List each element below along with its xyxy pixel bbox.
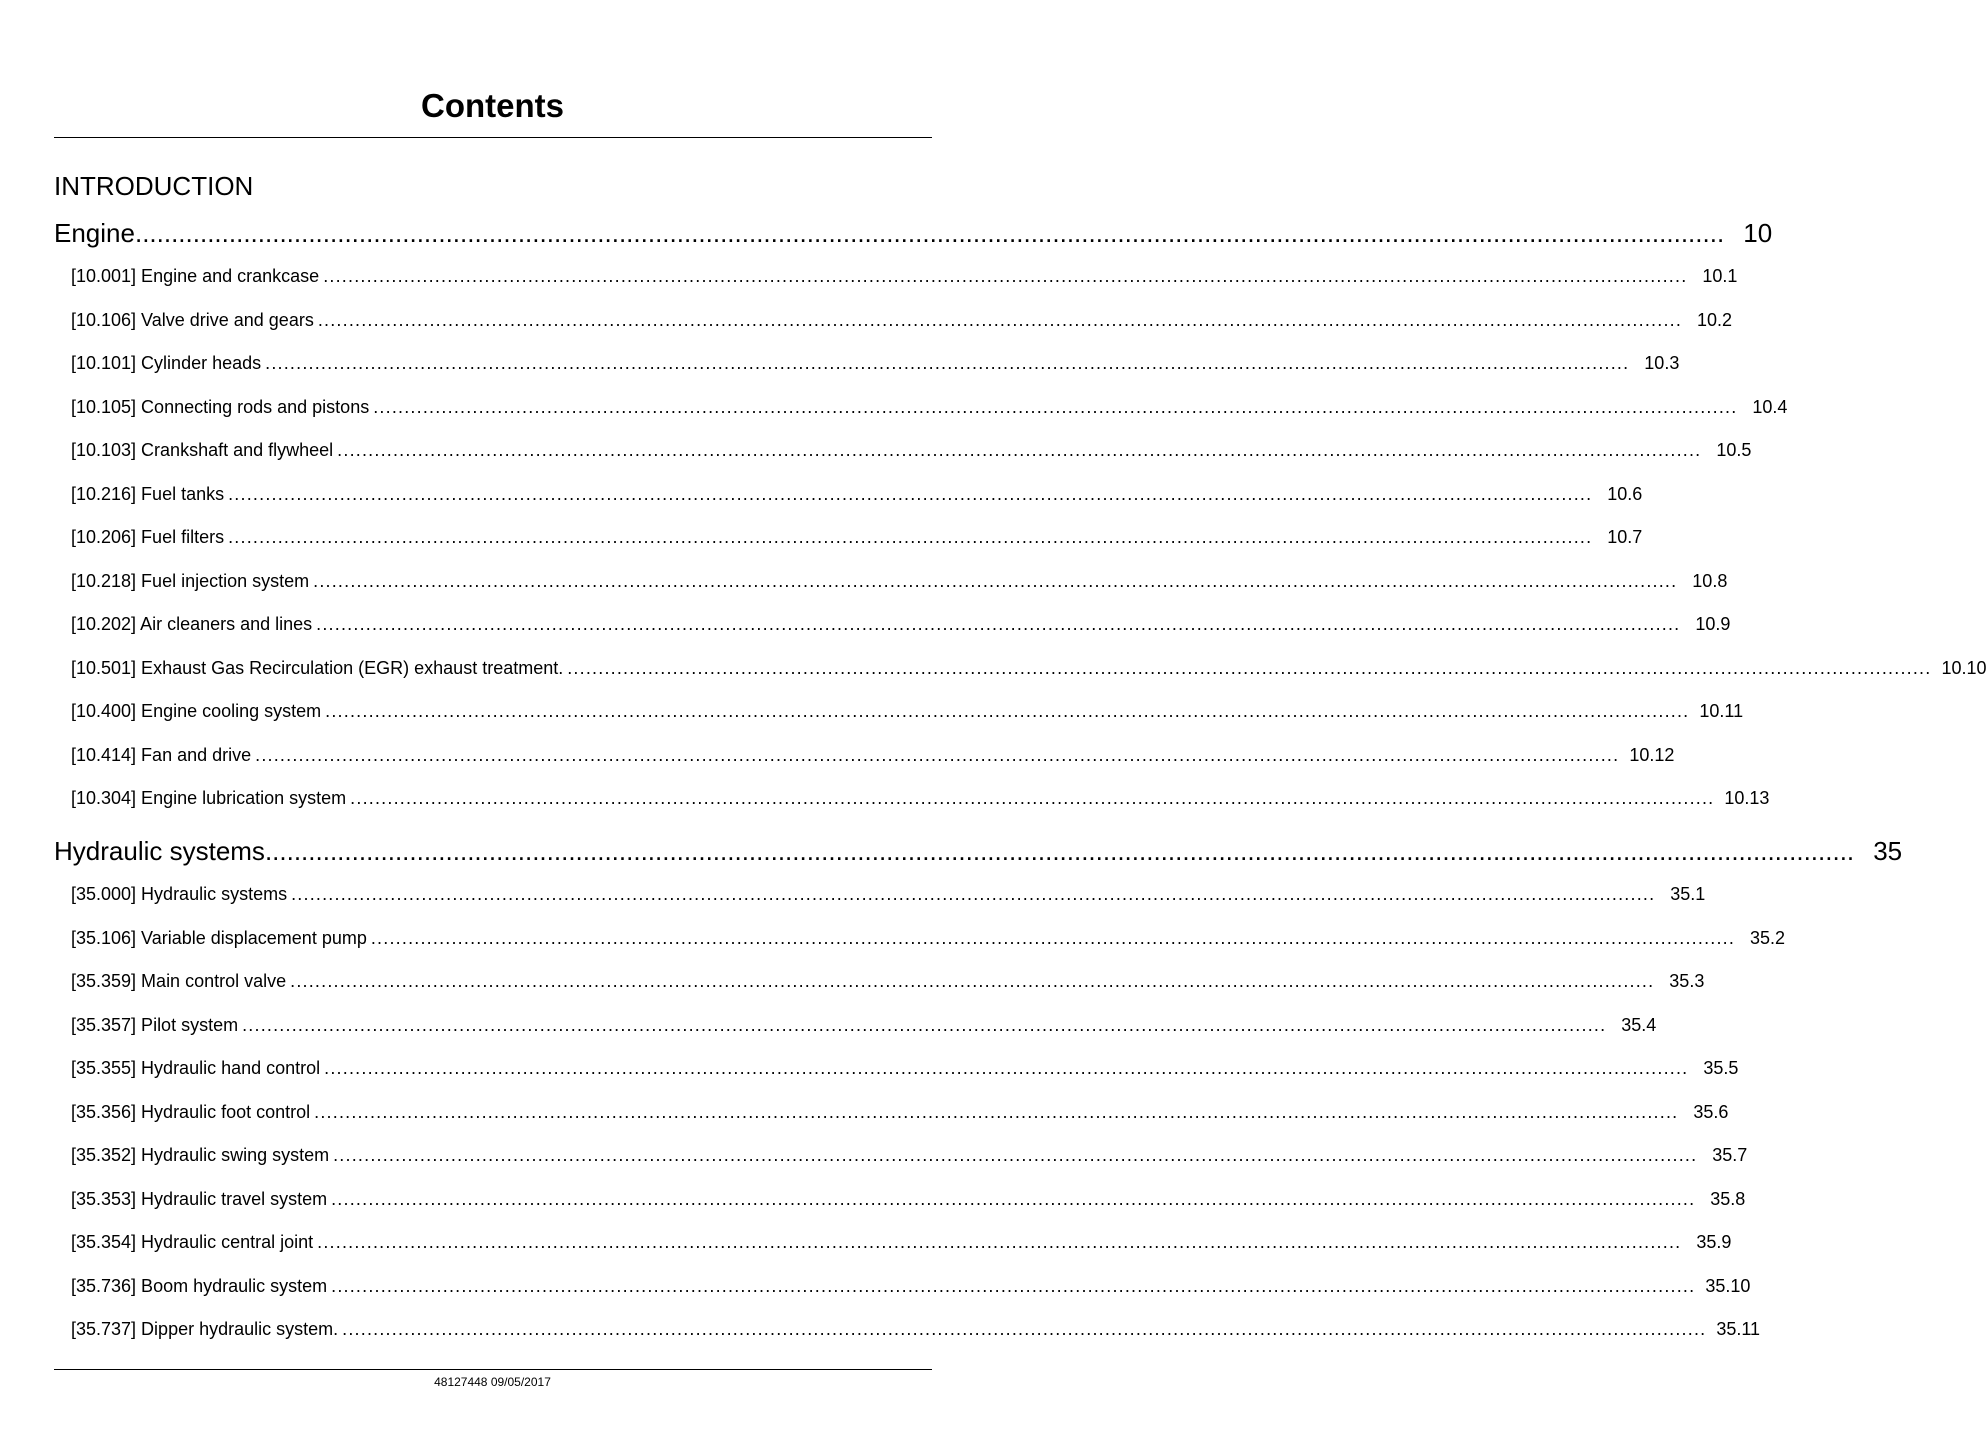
toc-dot-leader: ............................................................................................................................................................................................................................ bbox=[228, 483, 1593, 504]
toc-entry-label: [35.736] Boom hydraulic system bbox=[71, 1275, 328, 1296]
toc-section-entry[interactable] bbox=[71, 264, 1738, 288]
toc-section-entry[interactable] bbox=[71, 743, 1675, 767]
toc-dot-leader: ............................................................................................................................................................................................................................ bbox=[324, 1058, 1689, 1078]
toc-section-entry[interactable] bbox=[71, 1013, 1657, 1037]
toc-dot-leader: ............................................................................................................................................................................................................................ bbox=[313, 570, 1678, 591]
toc-page-number: 35.10 bbox=[1705, 1275, 1751, 1296]
toc-page-number: 35.3 bbox=[1669, 971, 1705, 991]
toc-section-entry[interactable] bbox=[71, 882, 1706, 906]
toc-entry-label: [10.105] Connecting rods and pistons bbox=[71, 396, 370, 417]
toc-section-entry[interactable] bbox=[71, 1317, 1761, 1341]
toc-page-number: 10.4 bbox=[1752, 396, 1788, 417]
toc-entry-label: Hydraulic systems bbox=[54, 836, 265, 866]
footer-doc-number: 48127448 09/05/2017 bbox=[434, 1375, 551, 1389]
toc-entry-label: [10.206] Fuel filters bbox=[71, 527, 225, 547]
toc-section-entry[interactable] bbox=[71, 1056, 1739, 1080]
toc-section-entry[interactable] bbox=[71, 969, 1705, 993]
toc-dot-leader: ............................................................................................................................................................................................................................ bbox=[317, 1232, 1682, 1252]
toc-page-number: 10.3 bbox=[1644, 353, 1680, 373]
toc-dot-leader: ............................................................................................................................................................................................................................ bbox=[331, 1188, 1696, 1209]
toc-page-number: 10.8 bbox=[1692, 570, 1728, 591]
toc-entry-label: [35.355] Hydraulic hand control bbox=[71, 1058, 321, 1078]
page-title: Contents bbox=[421, 87, 564, 124]
toc-page-number: 35.5 bbox=[1703, 1058, 1739, 1078]
toc-section-entry[interactable] bbox=[71, 1187, 1746, 1211]
title-divider bbox=[54, 137, 932, 138]
toc-dot-leader: ............................................................................................................................................................................................................................ bbox=[228, 527, 1593, 547]
toc-entry-label: [10.501] Exhaust Gas Recirculation (EGR) exhaust treatment. bbox=[71, 657, 564, 678]
toc-entry-label: [10.103] Crankshaft and flywheel bbox=[71, 440, 334, 460]
toc-section-entry[interactable] bbox=[71, 395, 1788, 419]
toc-section-entry[interactable] bbox=[71, 926, 1786, 950]
toc-entry-label: [10.304] Engine lubrication system bbox=[71, 788, 347, 808]
toc-dot-leader: ............................................................................................................................................................................................................................ bbox=[323, 266, 1688, 286]
toc-entry-label: [10.202] Air cleaners and lines bbox=[71, 614, 313, 634]
toc-entry-label: [10.106] Valve drive and gears bbox=[71, 309, 314, 330]
toc-page-number: 10.11 bbox=[1699, 701, 1744, 721]
toc-dot-leader: ............................................................................................................................................................................................................................ bbox=[331, 1275, 1696, 1296]
toc-page-number: 35.2 bbox=[1750, 927, 1786, 948]
toc-dot-leader: ............................................................................................................................................................................................................................ bbox=[350, 788, 1715, 808]
toc-section-entry[interactable] bbox=[71, 482, 1643, 506]
toc-page-number: 10.2 bbox=[1697, 309, 1733, 330]
toc-dot-leader: ............................................................................................................................................................................................................................ bbox=[242, 1014, 1607, 1035]
toc-section-entry[interactable] bbox=[71, 612, 1731, 636]
toc-introduction[interactable]: INTRODUCTION bbox=[54, 171, 254, 201]
toc-dot-leader: ............................................................................................................................................................................................................................ bbox=[265, 353, 1630, 373]
toc-entry-label: [35.354] Hydraulic central joint bbox=[71, 1232, 314, 1252]
toc-dot-leader: ............................................................................................................................................................................................................................ bbox=[317, 309, 1683, 330]
toc-page-number: 10.10 bbox=[1941, 657, 1987, 678]
toc-dot-leader: ............................................................................................................................................................................................................................ bbox=[290, 971, 1655, 991]
toc-dot-leader: ............................................................................................................................................................................................................................ bbox=[567, 657, 1932, 678]
toc-entry-label: [35.106] Variable displacement pump bbox=[71, 927, 367, 948]
footer-divider bbox=[54, 1369, 932, 1370]
toc-chapter-entry[interactable] bbox=[54, 217, 1773, 249]
toc-page-number: 10.6 bbox=[1607, 483, 1643, 504]
toc-section-entry[interactable] bbox=[71, 1100, 1729, 1124]
toc-dot-leader: ............................................................................................................................................................................................................................ bbox=[337, 440, 1702, 460]
toc-entry-label: [35.357] Pilot system bbox=[71, 1014, 239, 1035]
toc-page-number: 35.9 bbox=[1696, 1232, 1732, 1252]
toc-entry-label: Engine bbox=[54, 218, 135, 248]
toc-entry-label: [10.414] Fan and drive bbox=[71, 744, 252, 765]
toc-dot-leader: ............................................................................................................................................................................................................................ bbox=[134, 218, 1725, 248]
toc-dot-leader: ............................................................................................................................................................................................................................ bbox=[291, 884, 1656, 904]
toc-page-number: 35.1 bbox=[1670, 884, 1706, 904]
toc-page-number: 35.6 bbox=[1693, 1101, 1729, 1122]
toc-entry-label: [10.101] Cylinder heads bbox=[71, 353, 262, 373]
toc-page-number: 35.4 bbox=[1621, 1014, 1657, 1035]
toc-page-number: 10 bbox=[1743, 218, 1773, 248]
toc-entry-label: [10.001] Engine and crankcase bbox=[71, 266, 320, 286]
toc-page-number: 10.5 bbox=[1716, 440, 1752, 460]
toc-page-number: 10.7 bbox=[1607, 527, 1643, 547]
toc-dot-leader: ............................................................................................................................................................................................................................ bbox=[314, 1101, 1679, 1122]
toc-entry-label: [35.356] Hydraulic foot control bbox=[71, 1101, 311, 1122]
toc-page-number: 35.11 bbox=[1716, 1319, 1761, 1339]
toc-entry-label: [10.216] Fuel tanks bbox=[71, 483, 225, 504]
toc-section-entry[interactable] bbox=[71, 1274, 1751, 1298]
toc-entry-label: [35.353] Hydraulic travel system bbox=[71, 1188, 328, 1209]
toc-section-entry[interactable] bbox=[71, 438, 1752, 462]
toc-page-number: 10.1 bbox=[1702, 266, 1738, 286]
toc-entry-label: [10.400] Engine cooling system bbox=[71, 701, 322, 721]
toc-section-entry[interactable] bbox=[71, 1143, 1748, 1167]
toc-dot-leader: ............................................................................................................................................................................................................................ bbox=[370, 927, 1736, 948]
toc-chapter-entry[interactable] bbox=[54, 835, 1903, 867]
toc-dot-leader: ............................................................................................................................................................................................................................ bbox=[316, 614, 1681, 634]
toc-page-number: 10.9 bbox=[1695, 614, 1731, 634]
toc-entry-label: [35.359] Main control valve bbox=[71, 971, 287, 991]
toc-entry-label: [35.352] Hydraulic swing system bbox=[71, 1145, 330, 1165]
toc-page-number: 35.7 bbox=[1712, 1145, 1748, 1165]
toc-section-entry[interactable] bbox=[71, 1230, 1732, 1254]
toc-entry-label: [35.737] Dipper hydraulic system. bbox=[71, 1319, 339, 1339]
toc-section-entry[interactable] bbox=[71, 569, 1728, 593]
toc-page-number: 35.8 bbox=[1710, 1188, 1746, 1209]
toc-section-entry[interactable] bbox=[71, 351, 1680, 375]
toc-section-entry[interactable] bbox=[71, 786, 1770, 810]
toc-dot-leader: ............................................................................................................................................................................................................................ bbox=[264, 836, 1855, 866]
toc-entry-label: [35.000] Hydraulic systems bbox=[71, 884, 288, 904]
toc-entry-label: [10.218] Fuel injection system bbox=[71, 570, 310, 591]
toc-page-number: 10.12 bbox=[1629, 744, 1675, 765]
toc-section-entry[interactable] bbox=[71, 308, 1733, 332]
toc-section-entry[interactable] bbox=[71, 656, 1987, 680]
toc-dot-leader: ............................................................................................................................................................................................................................ bbox=[255, 744, 1620, 765]
toc-dot-leader: ............................................................................................................................................................................................................................ bbox=[333, 1145, 1698, 1165]
toc-dot-leader: ............................................................................................................................................................................................................................ bbox=[342, 1319, 1707, 1339]
toc-dot-leader: ............................................................................................................................................................................................................................ bbox=[373, 396, 1738, 417]
toc-section-entry[interactable] bbox=[71, 525, 1643, 549]
toc-dot-leader: ............................................................................................................................................................................................................................ bbox=[325, 701, 1690, 721]
toc-page-number: 35 bbox=[1873, 836, 1903, 866]
toc-page-number: 10.13 bbox=[1724, 788, 1770, 808]
toc-section-entry[interactable] bbox=[71, 699, 1744, 723]
